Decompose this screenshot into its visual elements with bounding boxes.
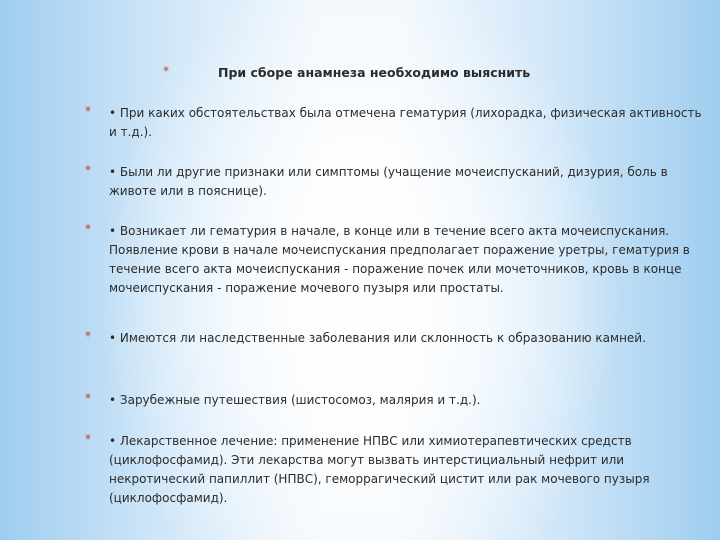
list-item-text: • При каких обстоятельствах была отмечена гематурия (лихорадка, физическая активность и т.д.). <box>109 106 702 139</box>
slide-title: При сборе анамнеза необходимо выяснить <box>218 65 531 80</box>
list-item <box>85 391 705 410</box>
list-item-text: • Зарубежные путешествия (шистосомоз, малярия и т.д.). <box>109 393 481 407</box>
list-item <box>85 163 705 201</box>
bullet-icon: * <box>85 329 91 343</box>
list-item-text: • Возникает ли гематурия в начале, в конце или в течение всего акта мочеиспускания. Появление крови в начале мочеиспускания предполагает поражение уретры, гематурия в течение всего акта мочеиспускания - поражение почек или мочеточников, кровь в конце мочеиспускания - поражение мочевого пузыря или простаты. <box>109 224 690 295</box>
list-item <box>85 222 705 298</box>
title-row <box>0 62 720 86</box>
list-item-text: • Имеются ли наследственные заболевания или склонность к образованию камней. <box>109 331 646 345</box>
list-item <box>85 329 705 348</box>
bullet-icon: * <box>85 163 91 177</box>
title-bullet-icon: * <box>163 64 169 78</box>
list-item <box>85 104 705 142</box>
list-item-text: • Были ли другие признаки или симптомы (учащение мочеиспусканий, дизурия, боль в животе или в пояснице). <box>109 165 668 198</box>
bullet-icon: * <box>85 222 91 236</box>
bullet-icon: * <box>85 432 91 446</box>
bullet-icon: * <box>85 391 91 405</box>
list-item <box>85 432 705 508</box>
list-item-text: • Лекарственное лечение: применение НПВС или химиотерапевтических средств (циклофосфамид). Эти лекарства могут вызвать интерстициальный нефрит или некротический папиллит (НПВС), геморрагический цистит или рак мочевого пузыря (циклофосфамид). <box>109 434 650 505</box>
bullet-icon: * <box>85 104 91 118</box>
